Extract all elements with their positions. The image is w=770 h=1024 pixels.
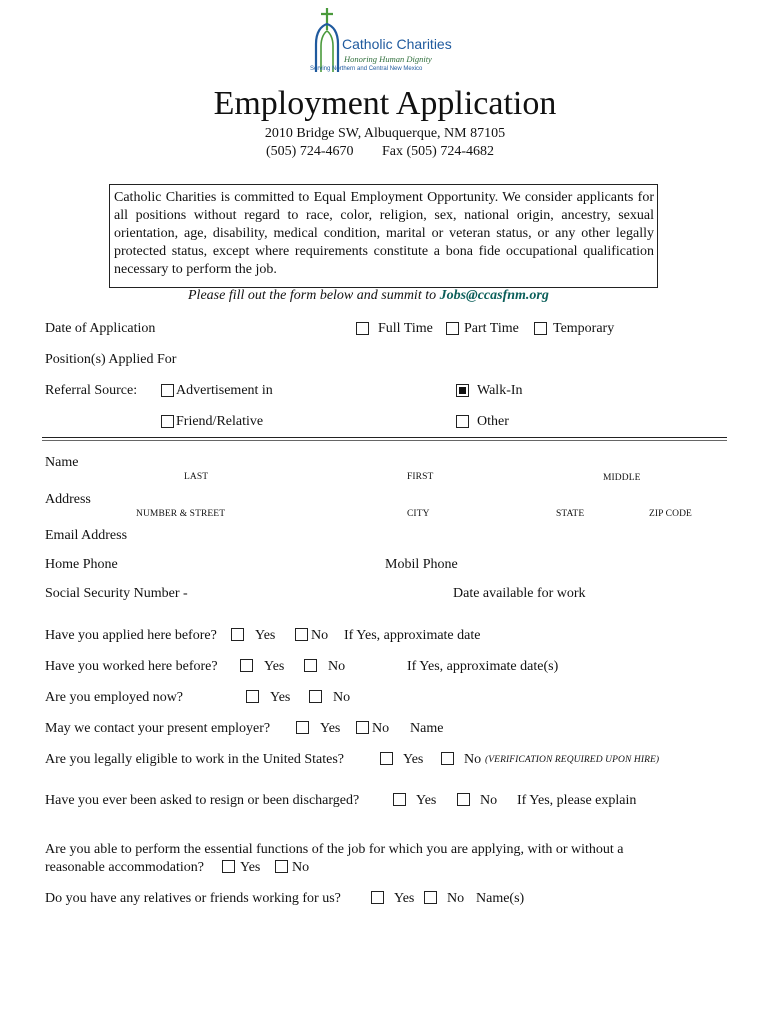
applied-before-yes-label: Yes bbox=[255, 628, 276, 643]
friend-relative-label: Friend/Relative bbox=[176, 414, 264, 429]
employed-now-question: Are you employed now? bbox=[45, 690, 184, 705]
legally-eligible-question: Are you legally eligible to work in the United States? bbox=[45, 752, 344, 767]
essential-functions-yes-checkbox[interactable] bbox=[222, 860, 235, 873]
phone-number: (505) 724-4670 bbox=[266, 144, 354, 159]
walk-in-checkbox[interactable] bbox=[456, 384, 469, 397]
contact-employer-question: May we contact your present employer? bbox=[45, 721, 271, 736]
mobile-phone-label: Mobil Phone bbox=[385, 557, 458, 572]
other-checkbox[interactable] bbox=[456, 415, 469, 428]
applied-before-no-label: No bbox=[311, 628, 329, 643]
worked-before-yes-label: Yes bbox=[264, 659, 285, 674]
essential-functions-question: Are you able to perform the essential functions of the job for which you are applying, with or without a bbox=[45, 842, 624, 857]
resign-discharged-no-checkbox[interactable] bbox=[457, 793, 470, 806]
employed-now-yes-checkbox[interactable] bbox=[246, 690, 259, 703]
contact-employer-no-checkbox[interactable] bbox=[356, 721, 369, 734]
positions-applied-label: Position(s) Applied For bbox=[45, 352, 177, 367]
temporary-label: Temporary bbox=[553, 321, 615, 336]
legally-eligible-yes-label: Yes bbox=[403, 752, 424, 767]
resign-discharged-if-yes: If Yes, please explain bbox=[517, 793, 637, 808]
verification-note: (VERIFICATION REQUIRED UPON HIRE) bbox=[485, 755, 660, 765]
email-address-label: Email Address bbox=[45, 528, 128, 543]
date-of-application-label: Date of Application bbox=[45, 321, 156, 336]
last-name-caption: LAST bbox=[184, 472, 209, 482]
relatives-no-checkbox[interactable] bbox=[424, 891, 437, 904]
other-label: Other bbox=[477, 414, 509, 429]
city-caption: CITY bbox=[407, 509, 430, 519]
home-phone-label: Home Phone bbox=[45, 557, 118, 572]
essential-functions-no-checkbox[interactable] bbox=[275, 860, 288, 873]
ssn-label: Social Security Number - bbox=[45, 586, 188, 601]
name-label: Name bbox=[45, 455, 79, 470]
worked-before-no-label: No bbox=[328, 659, 346, 674]
first-name-caption: FIRST bbox=[407, 472, 434, 482]
resign-discharged-question: Have you ever been asked to resign or been discharged? bbox=[45, 793, 360, 808]
date-available-label: Date available for work bbox=[453, 586, 586, 601]
referral-source-label: Referral Source: bbox=[45, 383, 138, 398]
applied-before-question: Have you applied here before? bbox=[45, 628, 217, 643]
zip-caption: ZIP CODE bbox=[649, 509, 692, 519]
part-time-checkbox[interactable] bbox=[446, 322, 459, 335]
catholic-charities-logo bbox=[308, 6, 464, 78]
essential-functions-question-cont: reasonable accommodation? bbox=[45, 860, 204, 875]
applied-before-if-yes: If Yes, approximate date bbox=[344, 628, 481, 643]
full-time-label: Full Time bbox=[378, 321, 433, 336]
jobs-email-link[interactable]: Jobs@ccasfnm.org bbox=[439, 288, 549, 303]
middle-name-caption: MIDDLE bbox=[603, 473, 641, 483]
employed-now-no-label: No bbox=[333, 690, 351, 705]
instructions-text: Please fill out the form below and summit to bbox=[188, 288, 440, 303]
applied-before-no-checkbox[interactable] bbox=[295, 628, 308, 641]
street-caption: NUMBER & STREET bbox=[136, 509, 226, 519]
worked-before-question: Have you worked here before? bbox=[45, 659, 218, 674]
logo-name: Catholic Charities bbox=[342, 36, 452, 52]
contact-employer-yes-label: Yes bbox=[320, 721, 341, 736]
temporary-checkbox[interactable] bbox=[534, 322, 547, 335]
contact-employer-name-label: Name bbox=[410, 721, 444, 736]
eeo-statement: Catholic Charities is committed to Equal Employment Opportunity. We consider applicants for all positions without regard to race, color, religion, sex, national origin, ancestry, sexual orientation, age, disability, medical condition, marital or veteran status, or any other legally protected status, except where requirements constitute a bona fide occupational qualification necessary to perform the job. bbox=[114, 190, 654, 277]
relatives-names-label: Name(s) bbox=[476, 891, 525, 906]
section-divider bbox=[42, 437, 727, 438]
fax-number: Fax (505) 724-4682 bbox=[382, 144, 494, 159]
section-divider-double bbox=[42, 440, 727, 441]
contact-employer-yes-checkbox[interactable] bbox=[296, 721, 309, 734]
full-time-checkbox[interactable] bbox=[356, 322, 369, 335]
address-label: Address bbox=[45, 492, 91, 507]
friend-relative-checkbox[interactable] bbox=[161, 415, 174, 428]
advertisement-checkbox[interactable] bbox=[161, 384, 174, 397]
address-line: 2010 Bridge SW, Albuquerque, NM 87105 bbox=[264, 126, 506, 141]
employed-now-yes-label: Yes bbox=[270, 690, 291, 705]
worked-before-if-yes: If Yes, approximate date(s) bbox=[407, 659, 559, 674]
relatives-yes-checkbox[interactable] bbox=[371, 891, 384, 904]
logo-tagline: Honoring Human Dignity bbox=[344, 54, 432, 64]
worked-before-yes-checkbox[interactable] bbox=[240, 659, 253, 672]
walk-in-label: Walk-In bbox=[477, 383, 523, 398]
essential-functions-no-label: No bbox=[292, 860, 310, 875]
relatives-question: Do you have any relatives or friends working for us? bbox=[45, 891, 341, 906]
relatives-yes-label: Yes bbox=[394, 891, 415, 906]
employed-now-no-checkbox[interactable] bbox=[309, 690, 322, 703]
resign-discharged-yes-checkbox[interactable] bbox=[393, 793, 406, 806]
worked-before-no-checkbox[interactable] bbox=[304, 659, 317, 672]
instructions bbox=[188, 288, 549, 304]
relatives-no-label: No bbox=[447, 891, 465, 906]
advertisement-label: Advertisement in bbox=[176, 383, 273, 398]
logo-subline: Serving Northern and Central New Mexico bbox=[310, 66, 423, 72]
contact-employer-no-label: No bbox=[372, 721, 390, 736]
essential-functions-yes-label: Yes bbox=[240, 860, 261, 875]
legally-eligible-no-checkbox[interactable] bbox=[441, 752, 454, 765]
state-caption: STATE bbox=[556, 509, 585, 519]
legally-eligible-yes-checkbox[interactable] bbox=[380, 752, 393, 765]
resign-discharged-no-label: No bbox=[480, 793, 498, 808]
legally-eligible-no-label: No bbox=[464, 752, 482, 767]
page-title: Employment Application bbox=[213, 85, 557, 122]
part-time-label: Part Time bbox=[464, 321, 519, 336]
eeo-statement-box bbox=[109, 184, 658, 288]
applied-before-yes-checkbox[interactable] bbox=[231, 628, 244, 641]
resign-discharged-yes-label: Yes bbox=[416, 793, 437, 808]
